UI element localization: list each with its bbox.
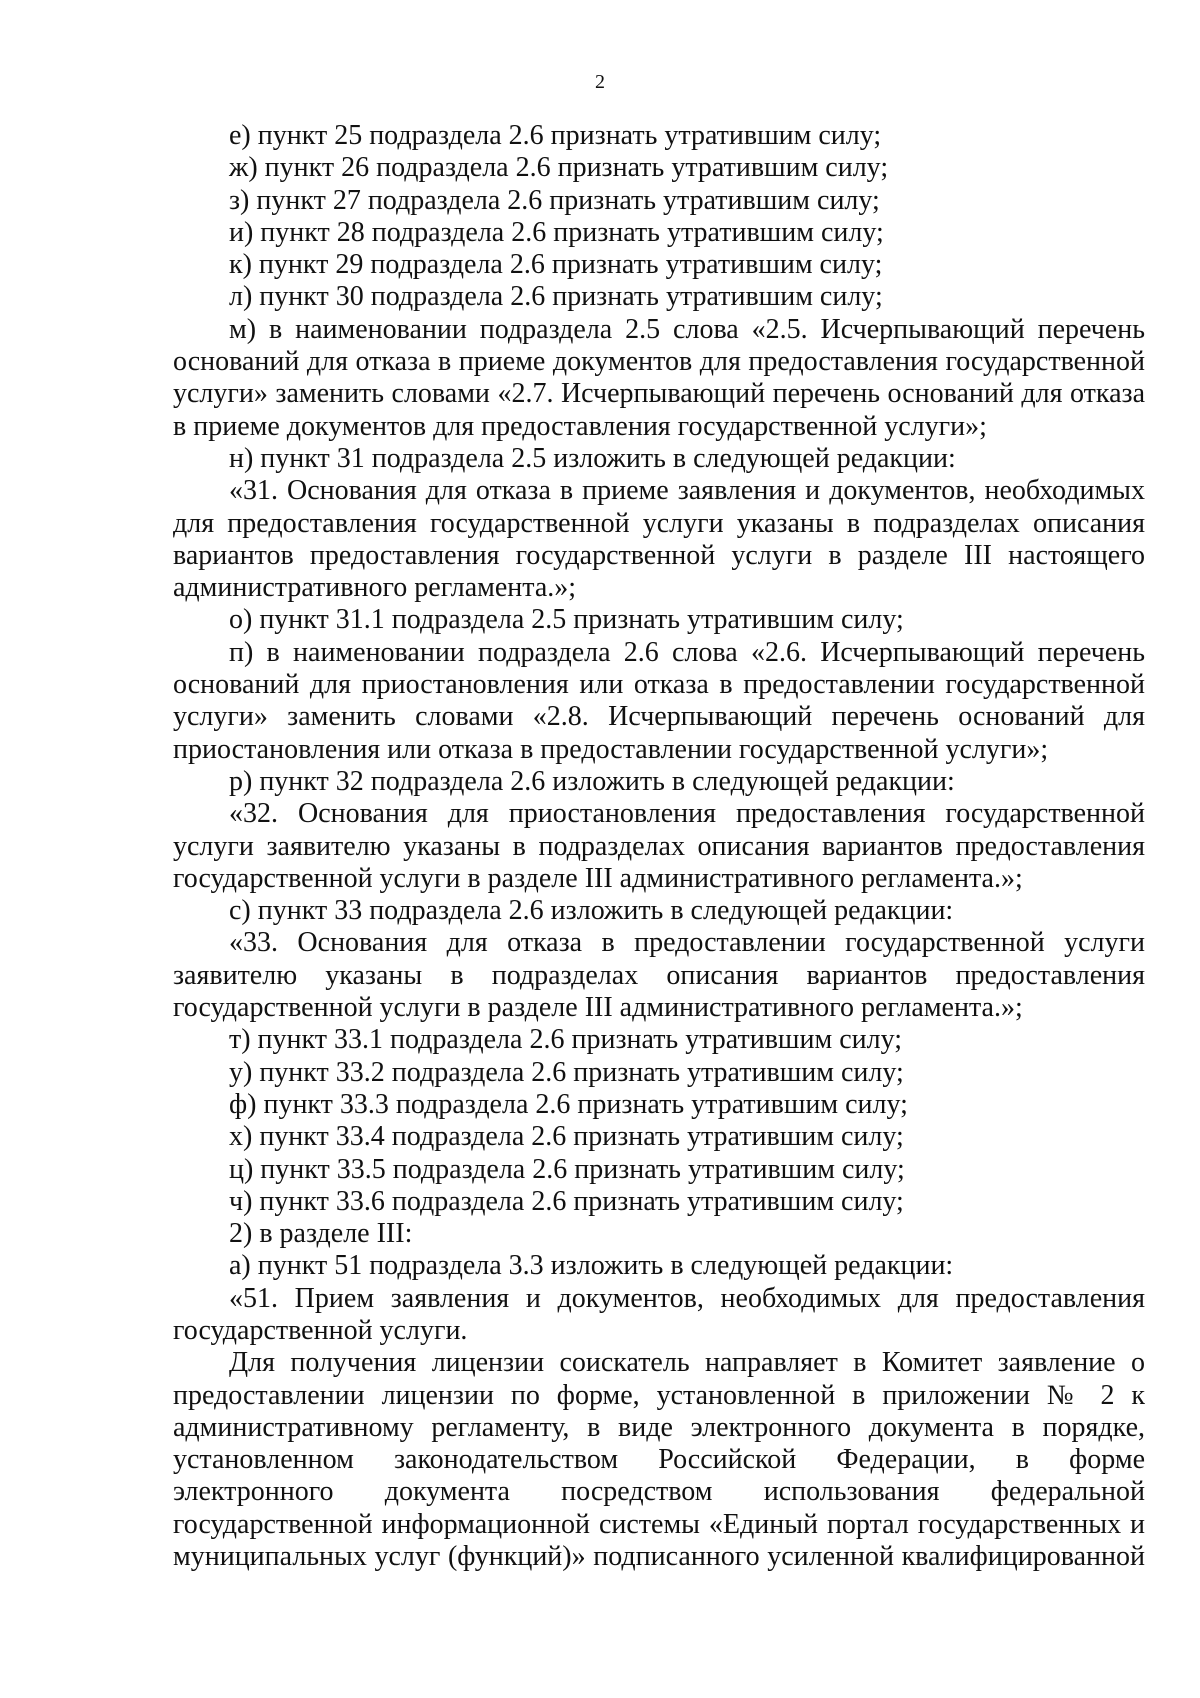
- paragraph: р) пункт 32 подраздела 2.6 изложить в следующей редакции:: [229, 765, 955, 797]
- paragraph: п) в наименовании подраздела 2.6 слова «2.6. Исчерпывающий перечень оснований для приостановления или отказа в предоставлении государственной услуги» заменить словами «2.8. Исчерпывающий перечень оснований для приостановления или отказа в предоставлении государственной услуги»;: [173, 636, 1145, 765]
- paragraph: у) пункт 33.2 подраздела 2.6 признать утратившим силу;: [229, 1056, 904, 1088]
- paragraph: м) в наименовании подраздела 2.5 слова «2.5. Исчерпывающий перечень оснований для отказа в приеме документов для предоставления государственной услуги» заменить словами «2.7. Исчерпывающий перечень оснований для отказа в приеме документов для предоставления государственной услуги»;: [173, 313, 1145, 442]
- paragraph: е) пункт 25 подраздела 2.6 признать утратившим силу;: [229, 120, 882, 151]
- paragraph: «33. Основания для отказа в предоставлении государственной услуги заявителю указаны в подразделах описания вариантов предоставления государственной услуги в разделе III административного регламента.»;: [173, 927, 1145, 1024]
- paragraph: л) пункт 30 подраздела 2.6 признать утратившим силу;: [229, 281, 883, 313]
- paragraph: н) пункт 31 подраздела 2.5 изложить в следующей редакции:: [229, 442, 956, 474]
- paragraph: ц) пункт 33.5 подраздела 2.6 признать утратившим силу;: [229, 1153, 905, 1185]
- page-number: 2: [595, 71, 605, 93]
- document-body: [173, 120, 1145, 1573]
- paragraph: Для получения лицензии соискатель направляет в Комитет заявление о предоставлении лицензии по форме, установленной в приложении № 2 к административному регламенту, в виде электронного документа в порядке, установленном законодательством Российской Федерации, в форме электронного документа посредством использования федеральной государственной информационной системы «Единый портал государственных и муниципальных услуг (функций)» подписанного усиленной квалифицированной: [173, 1347, 1145, 1573]
- paragraph: ж) пункт 26 подраздела 2.6 признать утратившим силу;: [229, 152, 889, 184]
- paragraph: 2) в разделе III:: [229, 1218, 413, 1250]
- paragraph: о) пункт 31.1 подраздела 2.5 признать утратившим силу;: [229, 604, 904, 636]
- paragraph: ф) пункт 33.3 подраздела 2.6 признать утратившим силу;: [229, 1088, 908, 1120]
- paragraph: т) пункт 33.1 подраздела 2.6 признать утратившим силу;: [229, 1024, 902, 1056]
- paragraph: «51. Прием заявления и документов, необходимых для предоставления государственной услуги.: [173, 1282, 1145, 1346]
- paragraph: а) пункт 51 подраздела 3.3 изложить в следующей редакции:: [229, 1250, 954, 1282]
- paragraph: х) пункт 33.4 подраздела 2.6 признать утратившим силу;: [229, 1121, 904, 1153]
- paragraph: с) пункт 33 подраздела 2.6 изложить в следующей редакции:: [229, 895, 954, 927]
- paragraph: ч) пункт 33.6 подраздела 2.6 признать утратившим силу;: [229, 1185, 904, 1217]
- paragraph: и) пункт 28 подраздела 2.6 признать утратившим силу;: [229, 216, 884, 248]
- paragraph: «32. Основания для приостановления предоставления государственной услуги заявителю указаны в подразделах описания вариантов предоставления государственной услуги в разделе III административного регламента.»;: [173, 798, 1145, 894]
- paragraph: «31. Основания для отказа в приеме заявления и документов, необходимых для предоставления государственной услуги указаны в подразделах описания вариантов предоставления государственной услуги в разделе III настоящего административного регламента.»;: [173, 475, 1145, 604]
- paragraph: к) пункт 29 подраздела 2.6 признать утратившим силу;: [229, 249, 883, 281]
- paragraph: з) пункт 27 подраздела 2.6 признать утратившим силу;: [229, 184, 880, 216]
